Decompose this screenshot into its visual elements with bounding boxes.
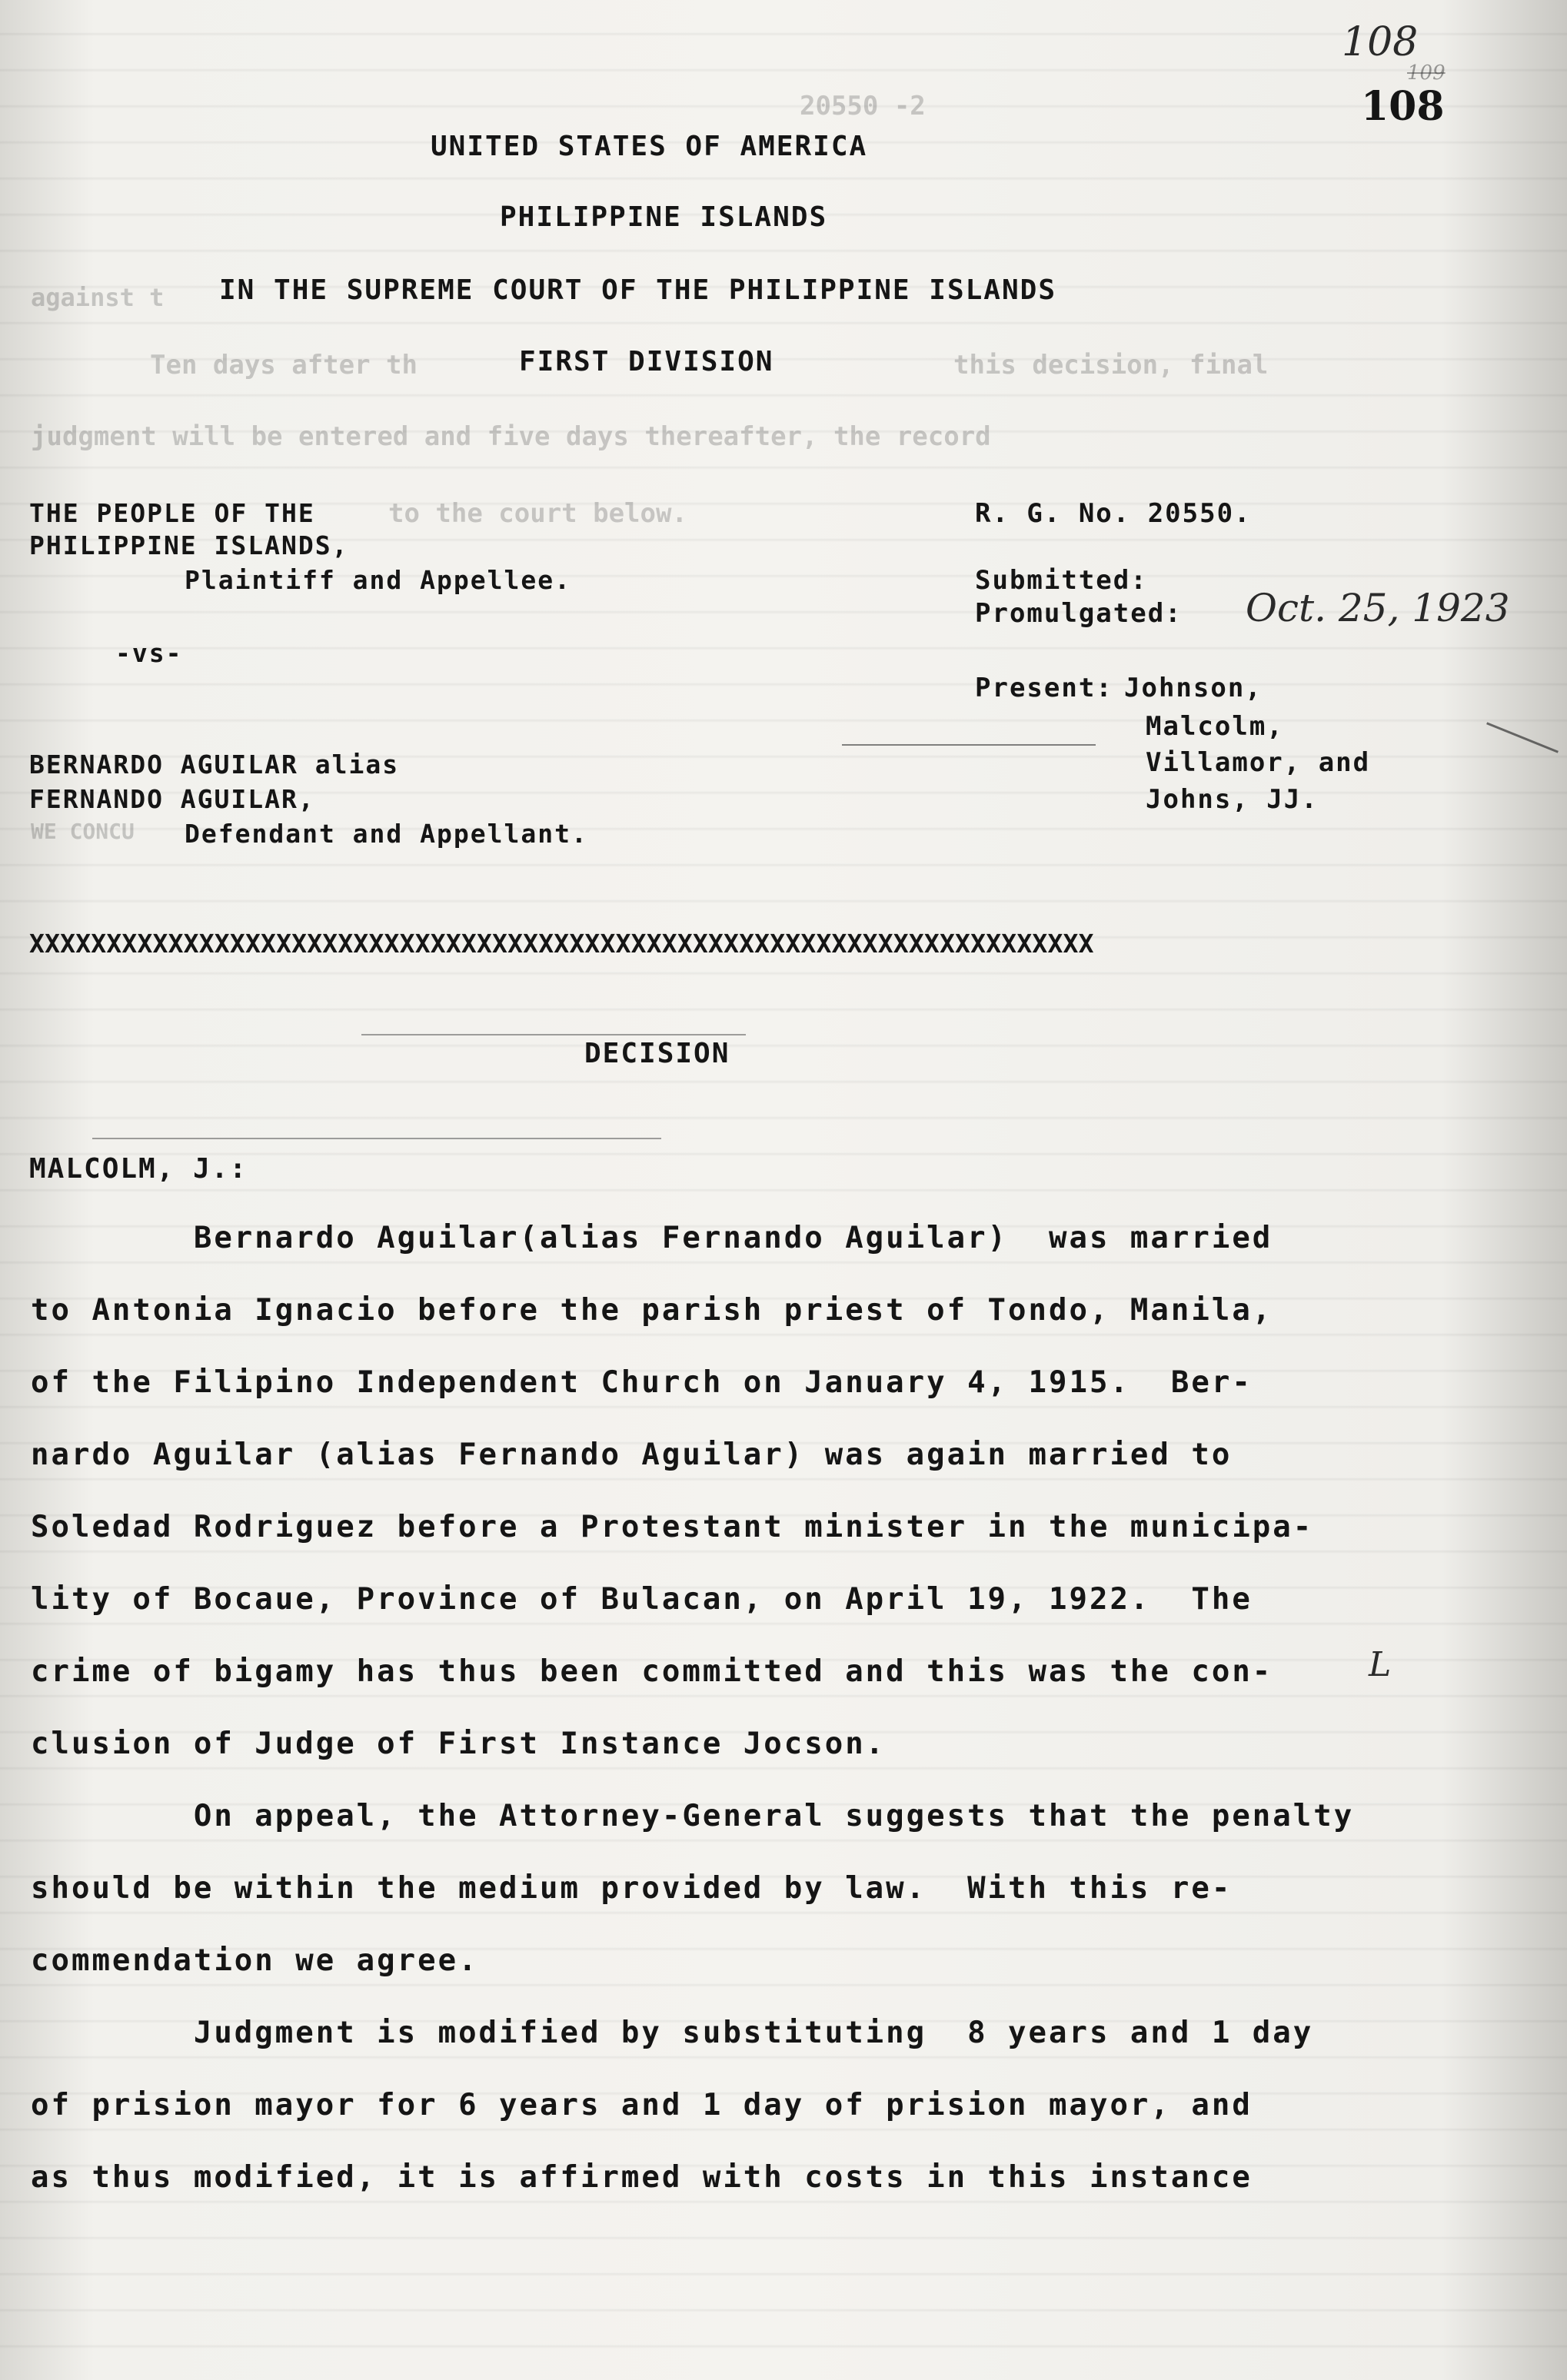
ghost-line: this decision, final [953, 350, 1269, 381]
body-line: commendation we agree. [31, 1943, 479, 1978]
defendant-name-line2: FERNANDO AGUILAR, [29, 784, 315, 814]
body-line: should be within the medium provided by law. With this re- [31, 1871, 1233, 1906]
defendant-name-line1: BERNARDO AGUILAR alias [29, 750, 400, 779]
stamped-page-number: 108 [1361, 83, 1445, 130]
submitted-label: Submitted: [975, 565, 1148, 596]
body-line: crime of bigamy has thus been committed and this was the con- [31, 1654, 1273, 1689]
margin-mark: L [1369, 1645, 1392, 1684]
header-country: UNITED STATES OF AMERICA [431, 131, 868, 162]
justice: Malcolm, [1146, 711, 1284, 742]
body-line: Judgment is modified by substituting 8 years and 1 day [31, 2016, 1314, 2050]
body-line: On appeal, the Attorney-General suggests that the penalty [31, 1799, 1355, 1833]
pen-stroke [361, 1034, 746, 1035]
body-line: as thus modified, it is affirmed with costs in this instance [31, 2160, 1253, 2195]
plaintiff-name-line1: THE PEOPLE OF THE [29, 498, 315, 528]
versus: -vs- [115, 638, 183, 668]
body-line: Bernardo Aguilar(alias Fernando Aguilar) was married [31, 1221, 1273, 1255]
body-line: lity of Bocaue, Province of Bulacan, on April 19, 1922. The [31, 1582, 1253, 1617]
justice: Villamor, and [1146, 747, 1371, 778]
header-islands: PHILIPPINE ISLANDS [500, 201, 828, 233]
justice: Johnson, [1124, 673, 1263, 703]
opinion-author: MALCOLM, J.: [29, 1153, 248, 1185]
header-court: IN THE SUPREME COURT OF THE PHILIPPINE ISLANDS [219, 274, 1056, 306]
separator-line: XXXXXXXXXXXXXXXXXXXXXXXXXXXXXXXXXXXXXXXXXXXXXXXXXXXXXXXXXXXXXXXXXXXXX [29, 929, 1094, 959]
promulgated-label: Promulgated: [975, 598, 1183, 629]
body-line: clusion of Judge of First Instance Jocson. [31, 1727, 887, 1761]
plaintiff-role: Plaintiff and Appellee. [185, 565, 571, 595]
ghost-line: WE CONCU [31, 819, 135, 844]
defendant-role: Defendant and Appellant. [185, 819, 588, 849]
struck-page-number: 109 [1407, 61, 1446, 85]
pen-stroke [1486, 722, 1559, 753]
ghost-line: to the court below. [388, 498, 687, 529]
ghost-line: against t [31, 283, 165, 312]
body-line: nardo Aguilar (alias Fernando Aguilar) was again married to [31, 1438, 1233, 1472]
handwritten-page-number: 108 [1342, 19, 1419, 65]
ghost-case-ref: 20550 -2 [800, 91, 926, 121]
decision-title: DECISION [584, 1038, 730, 1069]
promulgated-date: Oct. 25, 1923 [1246, 586, 1510, 630]
ghost-line: judgment will be entered and five days thereafter, the record [31, 421, 991, 452]
present-label: Present: [975, 673, 1113, 703]
body-line: to Antonia Ignacio before the parish priest of Tondo, Manila, [31, 1293, 1273, 1328]
header-division: FIRST DIVISION [519, 346, 774, 377]
justice: Johns, JJ. [1146, 784, 1319, 815]
pen-stroke [92, 1138, 661, 1139]
body-line: of prision mayor for 6 years and 1 day of prision mayor, and [31, 2088, 1253, 2122]
ghost-line: Ten days after th [150, 350, 418, 381]
docket-number: R. G. No. 20550. [975, 498, 1252, 529]
plaintiff-name-line2: PHILIPPINE ISLANDS, [29, 530, 349, 560]
body-line: of the Filipino Independent Church on January 4, 1915. Ber- [31, 1365, 1253, 1400]
pen-stroke [842, 744, 1096, 746]
body-line: Soledad Rodriguez before a Protestant minister in the municipa- [31, 1510, 1314, 1544]
